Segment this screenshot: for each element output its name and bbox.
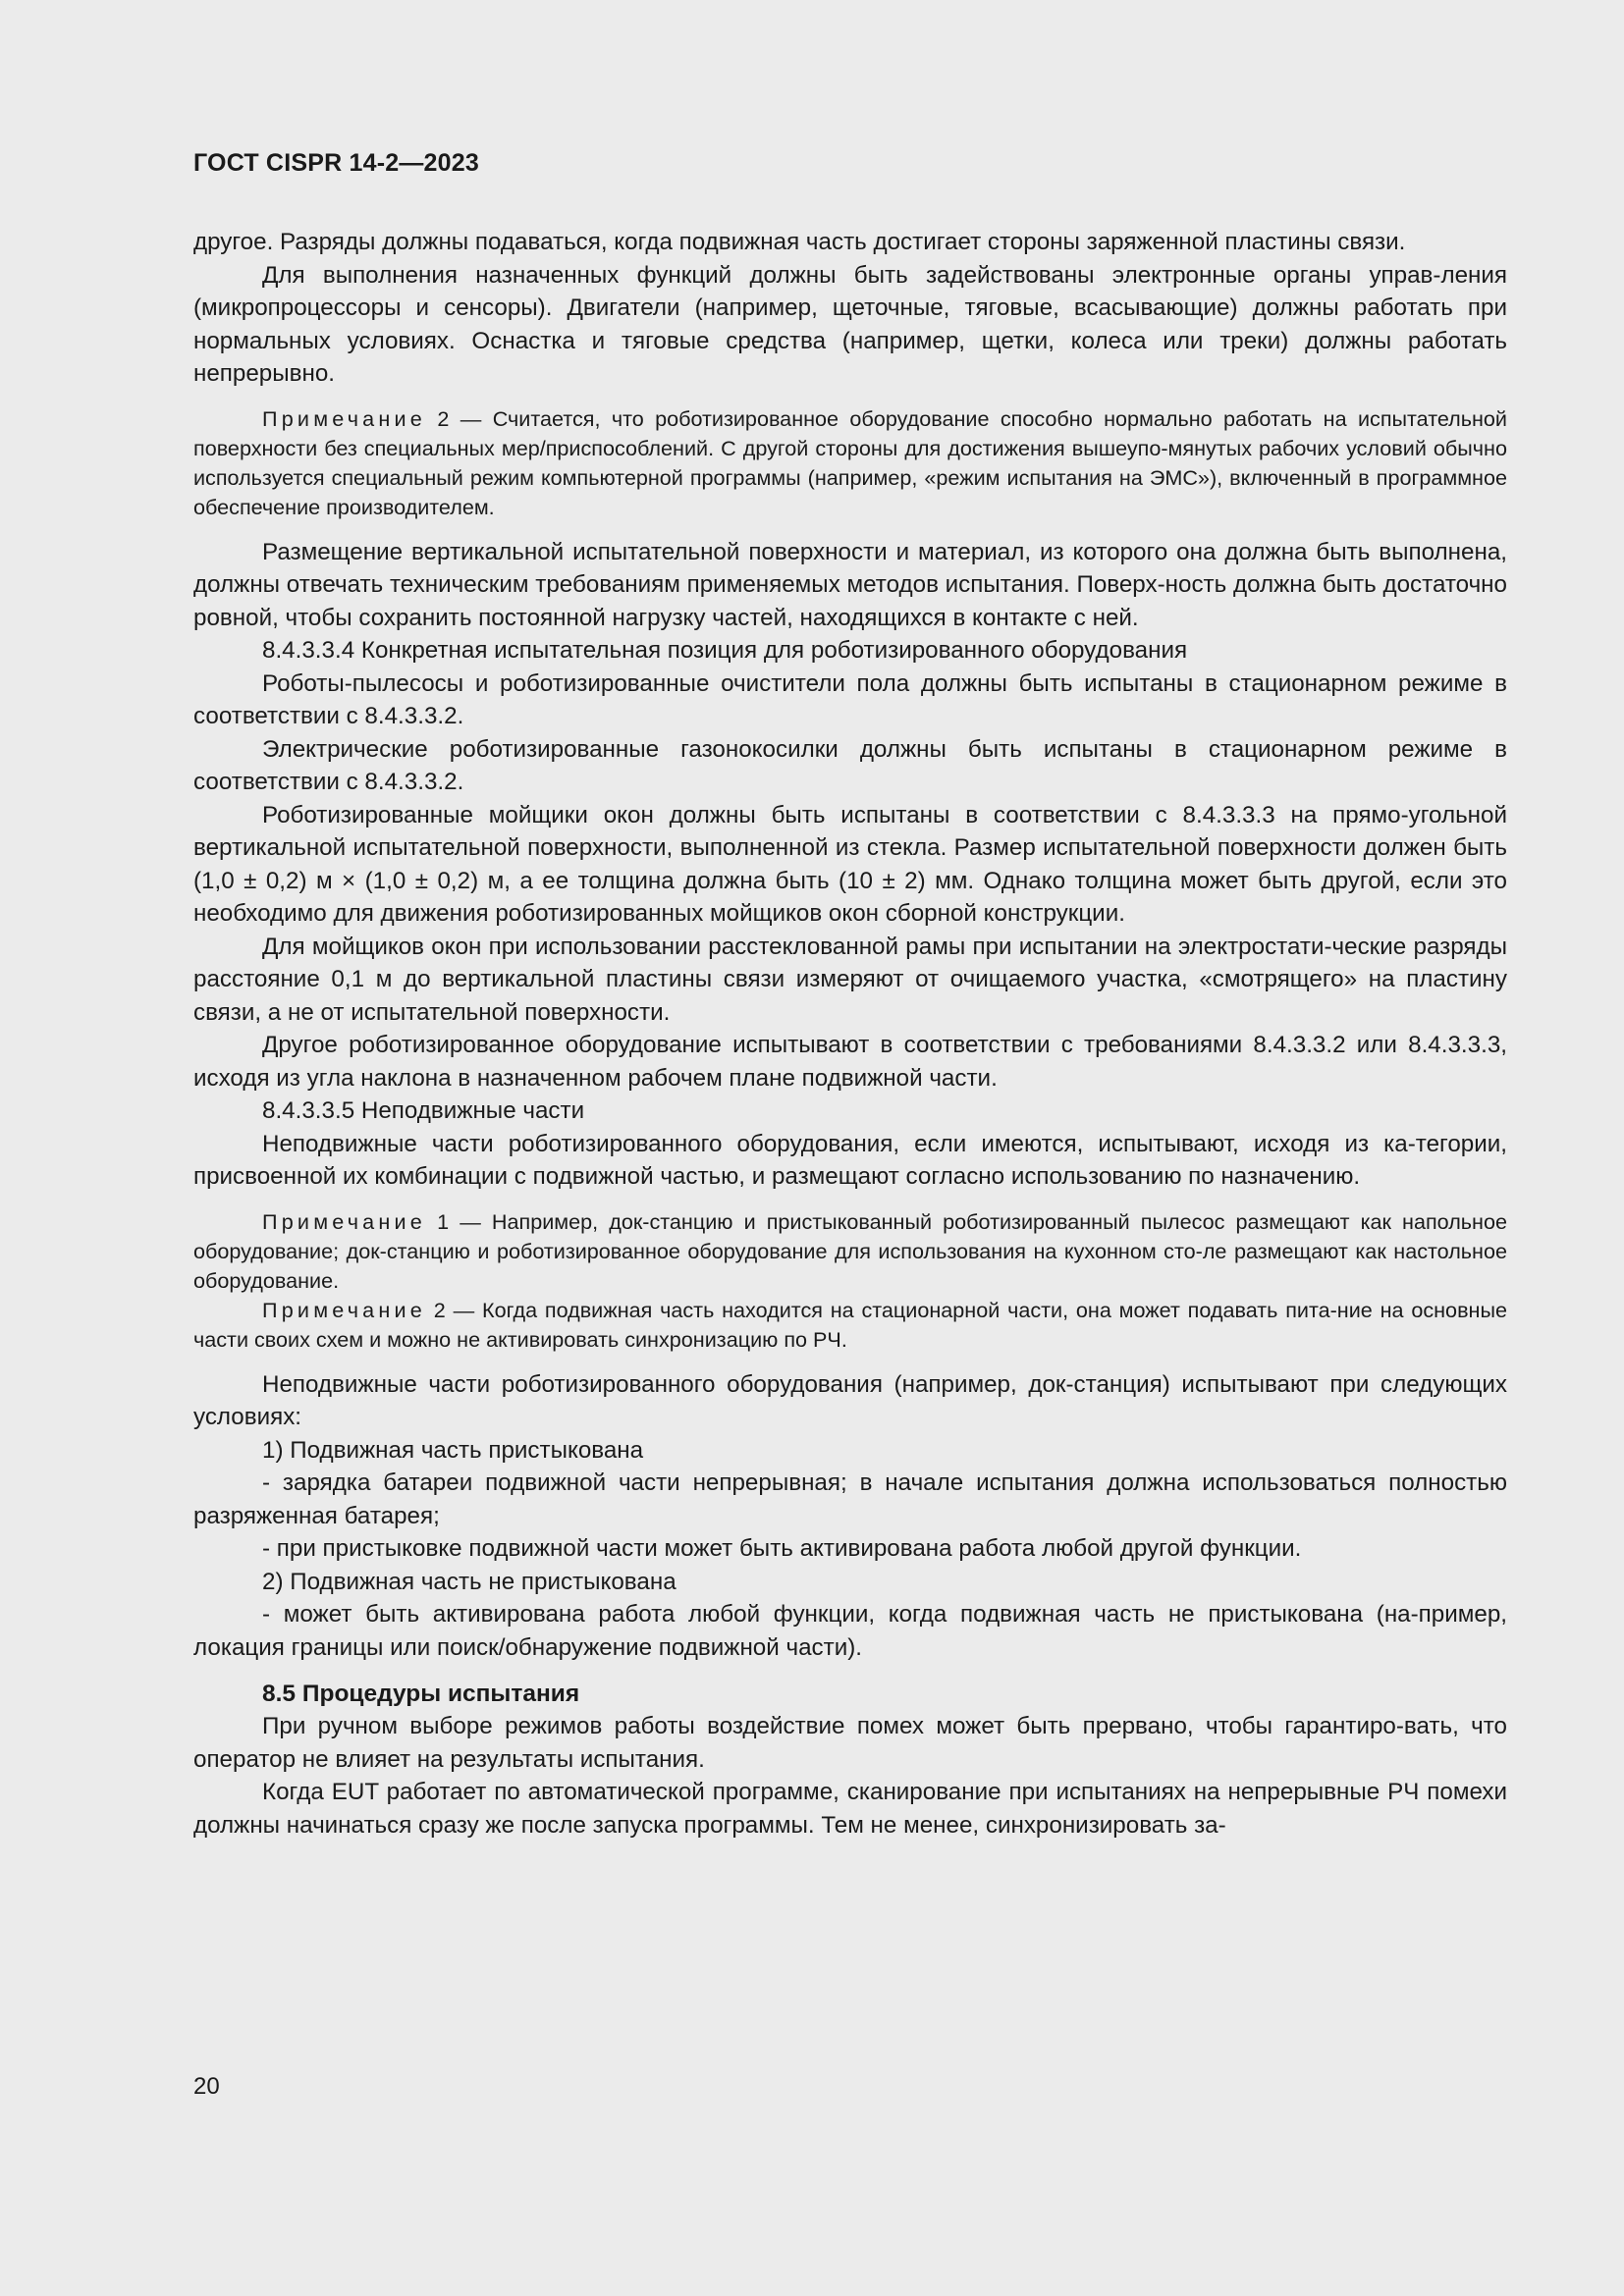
paragraph: другое. Разряды должны подаваться, когда подвижная часть достигает стороны заряженной пластины связи.: [193, 229, 1406, 255]
section-heading: 8.5 Процедуры испытания: [262, 1681, 580, 1707]
note-label: Примечание: [262, 1297, 426, 1322]
paragraph: Роботизированные мойщики окон должны быть испытаны в соответствии с 8.4.3.3.3 на прямо-угольной вертикальной испытательной поверхности, выполненной из стекла. Размер испытательной поверхности должен быть (1,0 ± 0,2) м × (1,0 ± 0,2) м, а ее толщина должна быть (10 ± 2) мм. Однако толщина может быть другой, если это необходимо для движения роботизированных мойщиков окон сборной конструкции.: [193, 801, 1507, 927]
note-label: Примечание: [262, 1208, 426, 1234]
document-header: ГОСТ CISPR 14-2—2023: [193, 149, 479, 177]
list-item: 1) Подвижная часть пристыкована: [262, 1436, 644, 1464]
note-label: Примечание: [262, 405, 426, 431]
subsection-heading: 8.4.3.3.5 Неподвижные части: [262, 1097, 585, 1124]
paragraph: Неподвижные части роботизированного оборудования (например, док-станция) испытывают при следующих условиях:: [193, 1370, 1507, 1430]
page-number: 20: [193, 2073, 220, 2100]
paragraph: Электрические роботизированные газонокосилки должны быть испытаны в стационарном режиме в соответствии с 8.4.3.3.2.: [193, 735, 1507, 795]
list-item: - зарядка батареи подвижной части непрерывная; в начале испытания должна использоваться полностью разряженная батарея;: [193, 1469, 1507, 1529]
paragraph: При ручном выборе режимов работы воздействие помех может быть прервано, чтобы гарантиро-вать, что оператор не влияет на результаты испытания.: [193, 1713, 1507, 1773]
note-text: 2 — Когда подвижная часть находится на стационарной части, она может подавать пита-ние на основные части своих схем и можно не активировать синхронизацию по РЧ.: [193, 1297, 1507, 1352]
paragraph: Неподвижные части роботизированного оборудования, если имеются, испытывают, исходя из ка-тегории, присвоенной их комбинации с подвижной частью, и размещают согласно использованию по назначению.: [193, 1130, 1507, 1190]
paragraph: Для мойщиков окон при использовании расстеклованной рамы при испытании на электростати-ческие разряды расстояние 0,1 м до вертикальной пластины связи измеряют от очищаемого участка, «смотрящего» на пластину связи, а не от испытательной поверхности.: [193, 933, 1507, 1026]
note: [193, 1207, 1507, 1296]
paragraph: Роботы-пылесосы и роботизированные очистители пола должны быть испытаны в стационарном режиме в соответствии с 8.4.3.3.2.: [193, 669, 1507, 729]
note-text: 1 — Например, док-станцию и пристыкованный роботизированный пылесос размещают как напольное оборудование; док-станцию и роботизированное оборудование для использования на кухонном сто-ле размещают как настольное оборудование.: [193, 1208, 1507, 1293]
paragraph: Размещение вертикальной испытательной поверхности и материал, из которого она должна быть выполнена, должны отвечать техническим требованиям применяемых методов испытания. Поверх-ность должна быть достаточно ровной, чтобы сохранить постоянной нагрузку частей, находящихся в контакте с ней.: [193, 538, 1507, 631]
paragraph: Для выполнения назначенных функций должны быть задействованы электронные органы управ-ления (микропроцессоры и сенсоры). Двигатели (например, щеточные, тяговые, всасывающие) должны работать при нормальных условиях. Оснастка и тяговые средства (например, щетки, колеса или треки) должны работать непрерывно.: [193, 261, 1507, 387]
document-body: [193, 226, 1507, 1842]
list-item: - при пристыковке подвижной части может быть активирована работа любой другой функции.: [262, 1535, 1302, 1562]
note: [193, 1296, 1507, 1355]
note: [193, 404, 1507, 522]
list-item: 2) Подвижная часть не пристыкована: [262, 1568, 677, 1595]
paragraph: Когда EUT работает по автоматической программе, сканирование при испытаниях на непрерывные РЧ помехи должны начинаться сразу же после запуска программы. Тем не менее, синхронизировать за-: [193, 1779, 1507, 1839]
list-item: - может быть активирована работа любой функции, когда подвижная часть не пристыкована (на-пример, локация границы или поиск/обнаружение подвижной части).: [193, 1601, 1507, 1661]
subsection-heading: 8.4.3.3.4 Конкретная испытательная позиция для роботизированного оборудования: [262, 637, 1188, 664]
paragraph: Другое роботизированное оборудование испытывают в соответствии с требованиями 8.4.3.3.2 или 8.4.3.3.3, исходя из угла наклона в назначенном рабочем плане подвижной части.: [193, 1032, 1507, 1092]
note-text: 2 — Считается, что роботизированное оборудование способно нормально работать на испытательной поверхности без специальных мер/приспособлений. С другой стороны для достижения вышеупо-мянутых рабочих условий обычно используется специальный режим компьютерной программы (например, «режим испытания на ЭМС»), включенный в программное обеспечение производителем.: [193, 405, 1507, 519]
